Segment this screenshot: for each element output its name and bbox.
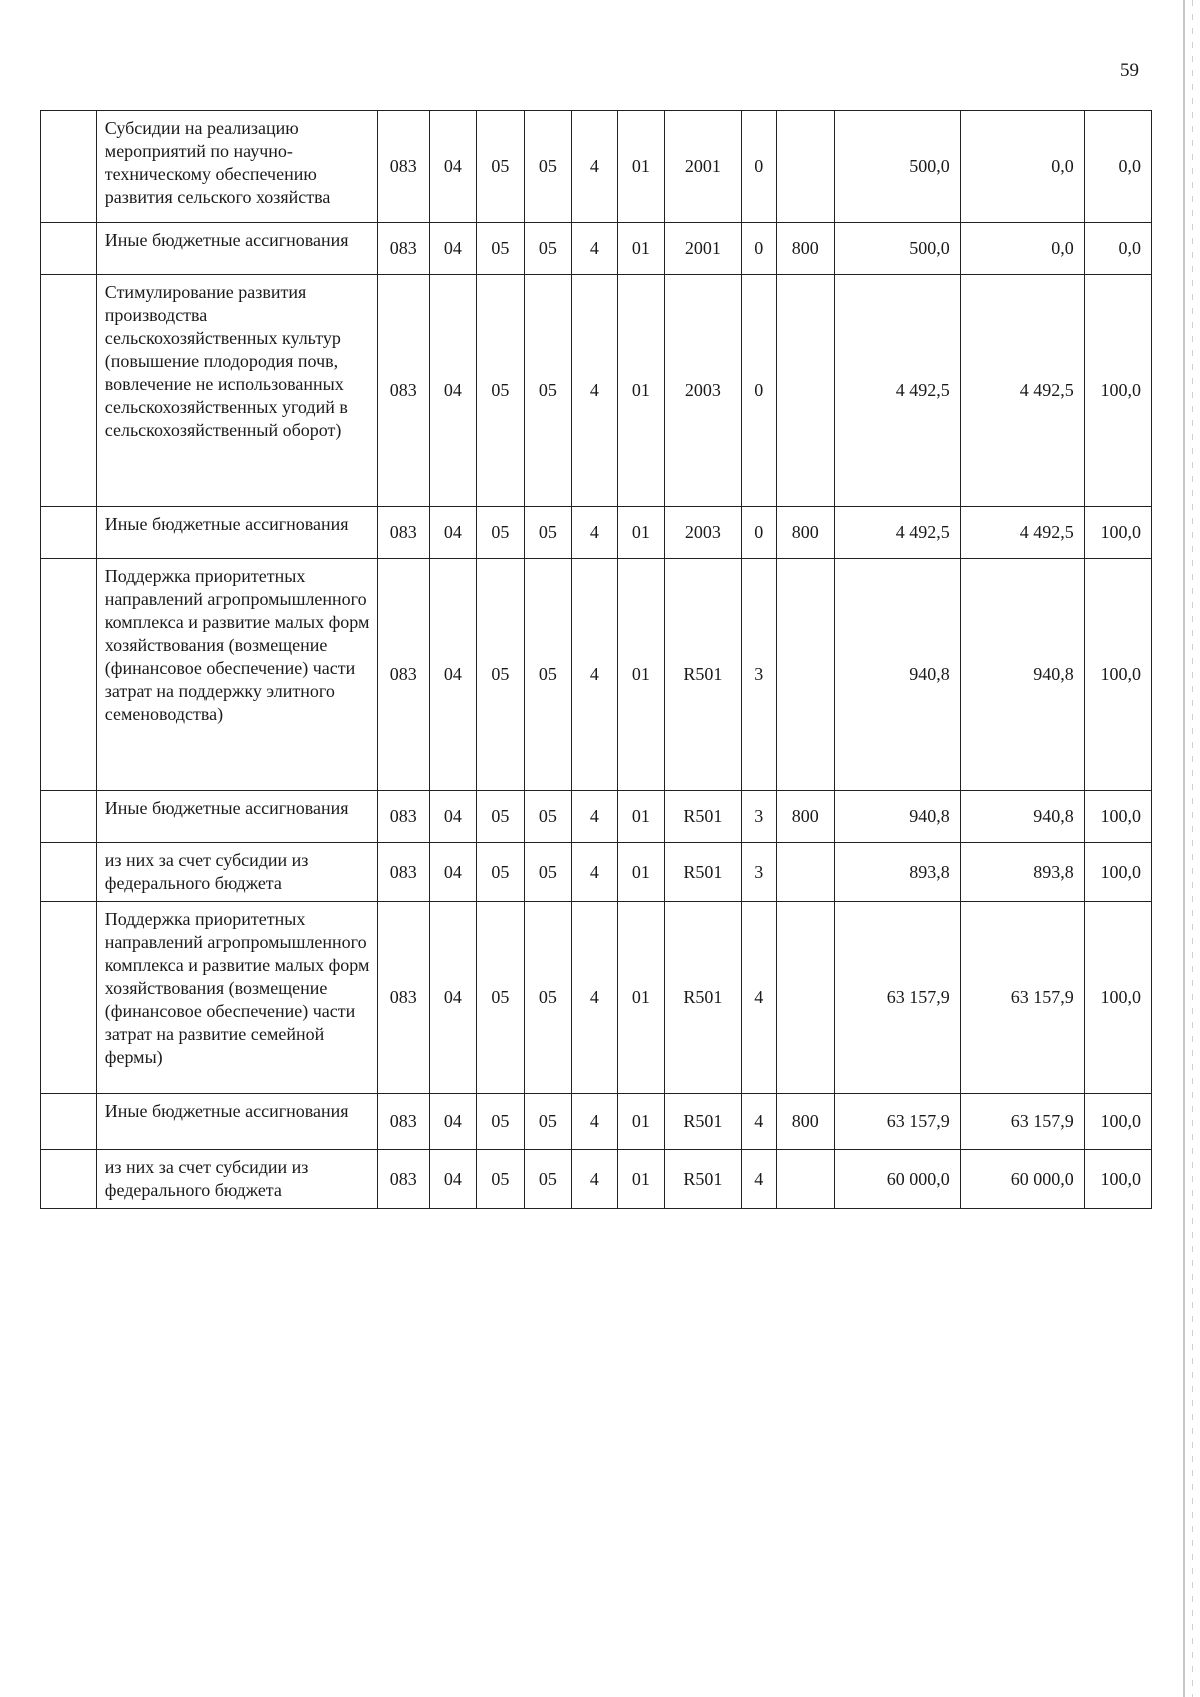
execution-percent: 100,0 [1084, 275, 1151, 507]
code-subsection: 05 [477, 223, 525, 275]
row-index-cell [41, 559, 97, 791]
code-direction: 2001 [665, 223, 741, 275]
row-name: Субсидии на реализацию мероприятий по научно-техническому обеспечению развития сельского хозяйства [96, 111, 377, 223]
code-program: 05 [524, 843, 572, 902]
code-subsection: 05 [477, 843, 525, 902]
amount-plan: 4 492,5 [834, 275, 960, 507]
code-detail: 4 [741, 1094, 776, 1150]
row-name: Иные бюджетные ассигнования [96, 1094, 377, 1150]
execution-percent: 100,0 [1084, 559, 1151, 791]
code-subsection: 05 [477, 275, 525, 507]
code-expense-type [776, 559, 834, 791]
code-ministry: 083 [377, 275, 429, 507]
amount-executed: 63 157,9 [960, 1094, 1084, 1150]
budget-table [40, 110, 1152, 1209]
table-row [41, 111, 1152, 223]
code-program: 05 [524, 902, 572, 1094]
code-ministry: 083 [377, 1150, 429, 1209]
code-direction: R501 [665, 559, 741, 791]
code-subsection: 05 [477, 902, 525, 1094]
code-program: 05 [524, 111, 572, 223]
execution-percent: 100,0 [1084, 791, 1151, 843]
table-row [41, 507, 1152, 559]
amount-plan: 63 157,9 [834, 1094, 960, 1150]
code-section: 04 [429, 843, 477, 902]
amount-executed: 940,8 [960, 559, 1084, 791]
row-name: Иные бюджетные ассигнования [96, 507, 377, 559]
table-row [41, 275, 1152, 507]
code-ministry: 083 [377, 223, 429, 275]
amount-plan: 500,0 [834, 223, 960, 275]
code-detail: 4 [741, 902, 776, 1094]
code-detail: 3 [741, 559, 776, 791]
code-expense-type [776, 843, 834, 902]
code-subprogram: 4 [572, 275, 617, 507]
code-direction: 2003 [665, 507, 741, 559]
code-detail: 3 [741, 791, 776, 843]
amount-plan: 60 000,0 [834, 1150, 960, 1209]
code-subprogram: 4 [572, 1150, 617, 1209]
code-ministry: 083 [377, 507, 429, 559]
execution-percent: 100,0 [1084, 507, 1151, 559]
code-subprogram: 4 [572, 902, 617, 1094]
code-section: 04 [429, 791, 477, 843]
code-detail: 0 [741, 223, 776, 275]
code-direction: R501 [665, 843, 741, 902]
row-index-cell [41, 791, 97, 843]
amount-executed: 60 000,0 [960, 1150, 1084, 1209]
code-expense-type [776, 1150, 834, 1209]
row-name: из них за счет субсидии из федерального бюджета [96, 843, 377, 902]
execution-percent: 100,0 [1084, 1094, 1151, 1150]
row-index-cell [41, 1150, 97, 1209]
row-index-cell [41, 902, 97, 1094]
code-event: 01 [617, 223, 665, 275]
code-direction: R501 [665, 791, 741, 843]
execution-percent: 0,0 [1084, 223, 1151, 275]
code-direction: 2001 [665, 111, 741, 223]
code-detail: 3 [741, 843, 776, 902]
code-detail: 0 [741, 507, 776, 559]
code-subprogram: 4 [572, 559, 617, 791]
table-row [41, 223, 1152, 275]
code-event: 01 [617, 507, 665, 559]
code-direction: R501 [665, 1150, 741, 1209]
page-number: 59 [1120, 60, 1139, 81]
row-name: Иные бюджетные ассигнования [96, 223, 377, 275]
row-name: Поддержка приоритетных направлений агропромышленного комплекса и развитие малых форм хозяйствования (возмещение (финансовое обеспечение) части затрат на развитие семейной фермы) [96, 902, 377, 1094]
code-program: 05 [524, 275, 572, 507]
code-ministry: 083 [377, 791, 429, 843]
code-subprogram: 4 [572, 111, 617, 223]
amount-executed: 893,8 [960, 843, 1084, 902]
amount-executed: 0,0 [960, 111, 1084, 223]
row-index-cell [41, 507, 97, 559]
code-expense-type [776, 275, 834, 507]
code-subprogram: 4 [572, 1094, 617, 1150]
amount-executed: 4 492,5 [960, 275, 1084, 507]
code-subprogram: 4 [572, 507, 617, 559]
code-direction: 2003 [665, 275, 741, 507]
code-subsection: 05 [477, 1094, 525, 1150]
code-ministry: 083 [377, 843, 429, 902]
scan-edge-dashes [1192, 0, 1193, 1697]
row-index-cell [41, 223, 97, 275]
row-index-cell [41, 111, 97, 223]
code-detail: 0 [741, 275, 776, 507]
code-direction: R501 [665, 902, 741, 1094]
code-section: 04 [429, 223, 477, 275]
amount-plan: 940,8 [834, 791, 960, 843]
code-ministry: 083 [377, 1094, 429, 1150]
code-program: 05 [524, 223, 572, 275]
code-event: 01 [617, 791, 665, 843]
code-expense-type [776, 902, 834, 1094]
code-direction: R501 [665, 1094, 741, 1150]
code-section: 04 [429, 111, 477, 223]
execution-percent: 100,0 [1084, 1150, 1151, 1209]
code-program: 05 [524, 791, 572, 843]
code-detail: 0 [741, 111, 776, 223]
amount-plan: 63 157,9 [834, 902, 960, 1094]
code-program: 05 [524, 1150, 572, 1209]
code-subprogram: 4 [572, 223, 617, 275]
code-ministry: 083 [377, 559, 429, 791]
code-section: 04 [429, 902, 477, 1094]
code-expense-type: 800 [776, 1094, 834, 1150]
code-event: 01 [617, 843, 665, 902]
amount-plan: 500,0 [834, 111, 960, 223]
code-section: 04 [429, 559, 477, 791]
row-index-cell [41, 275, 97, 507]
code-section: 04 [429, 275, 477, 507]
code-program: 05 [524, 1094, 572, 1150]
code-subprogram: 4 [572, 843, 617, 902]
code-expense-type: 800 [776, 791, 834, 843]
table-row [41, 902, 1152, 1094]
row-name: Стимулирование развития производства сельскохозяйственных культур (повышение плодородия почв, вовлечение не использованных сельскохозяйственных угодий в сельскохозяйственный оборот) [96, 275, 377, 507]
execution-percent: 100,0 [1084, 902, 1151, 1094]
amount-executed: 940,8 [960, 791, 1084, 843]
code-subprogram: 4 [572, 791, 617, 843]
code-section: 04 [429, 1150, 477, 1209]
code-expense-type: 800 [776, 223, 834, 275]
execution-percent: 100,0 [1084, 843, 1151, 902]
row-index-cell [41, 1094, 97, 1150]
table-row [41, 559, 1152, 791]
amount-executed: 63 157,9 [960, 902, 1084, 1094]
code-subsection: 05 [477, 507, 525, 559]
code-event: 01 [617, 559, 665, 791]
table-row [41, 1150, 1152, 1209]
table-row [41, 843, 1152, 902]
execution-percent: 0,0 [1084, 111, 1151, 223]
code-subsection: 05 [477, 791, 525, 843]
code-program: 05 [524, 559, 572, 791]
amount-executed: 0,0 [960, 223, 1084, 275]
amount-plan: 4 492,5 [834, 507, 960, 559]
table-row [41, 791, 1152, 843]
code-event: 01 [617, 1094, 665, 1150]
code-event: 01 [617, 902, 665, 1094]
code-program: 05 [524, 507, 572, 559]
amount-executed: 4 492,5 [960, 507, 1084, 559]
code-event: 01 [617, 1150, 665, 1209]
code-expense-type [776, 111, 834, 223]
code-section: 04 [429, 1094, 477, 1150]
code-section: 04 [429, 507, 477, 559]
code-ministry: 083 [377, 902, 429, 1094]
code-event: 01 [617, 111, 665, 223]
row-name: из них за счет субсидии из федерального бюджета [96, 1150, 377, 1209]
code-detail: 4 [741, 1150, 776, 1209]
table-row [41, 1094, 1152, 1150]
code-ministry: 083 [377, 111, 429, 223]
scan-edge-line [1183, 0, 1185, 1697]
amount-plan: 940,8 [834, 559, 960, 791]
row-index-cell [41, 843, 97, 902]
row-name: Поддержка приоритетных направлений агропромышленного комплекса и развитие малых форм хозяйствования (возмещение (финансовое обеспечение) части затрат на поддержку элитного семеноводства) [96, 559, 377, 791]
code-subsection: 05 [477, 111, 525, 223]
code-expense-type: 800 [776, 507, 834, 559]
amount-plan: 893,8 [834, 843, 960, 902]
code-subsection: 05 [477, 559, 525, 791]
code-event: 01 [617, 275, 665, 507]
code-subsection: 05 [477, 1150, 525, 1209]
row-name: Иные бюджетные ассигнования [96, 791, 377, 843]
